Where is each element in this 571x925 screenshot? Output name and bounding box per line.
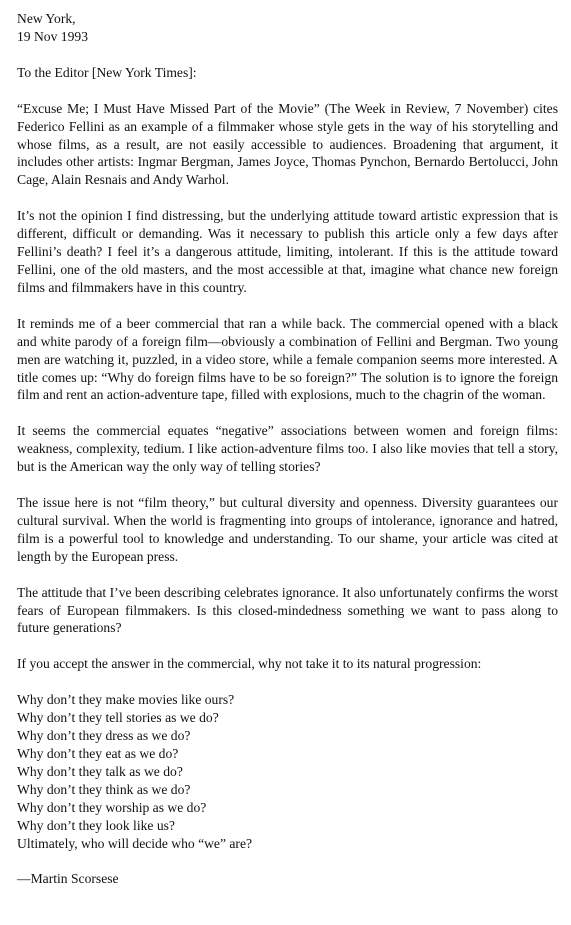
header-date: 19 Nov 1993: [17, 28, 88, 44]
paragraph-3: It reminds me of a beer commercial that ran a while back. The commercial opened with a black and white parody of a foreign film—obviously a combination of Fellini and Bergman. Two young men are watching it, puzzled, in a video store, while a female companion seems more interested. A title comes up: “Why do foreign films have to be so foreign?” The solution is to ignore the foreign film and rent an action-adventure tape, filled with explosions, much to the chagrin of the woman.: [17, 315, 558, 403]
question-list: [17, 691, 558, 852]
question-line: Why don’t they worship as we do?: [17, 799, 207, 815]
question-line: Why don’t they look like us?: [17, 817, 175, 833]
question-line: Why don’t they make movies like ours?: [17, 692, 235, 708]
paragraph-7: If you accept the answer in the commercial, why not take it to its natural progression:: [17, 656, 482, 672]
paragraph-6: The attitude that I’ve been describing celebrates ignorance. It also unfortunately confirms the worst fears of European filmmakers. Is this closed-mindedness something we want to pass along to future generations?: [17, 584, 558, 636]
question-line: Why don’t they talk as we do?: [17, 763, 183, 779]
paragraph-5: The issue here is not “film theory,” but cultural diversity and openness. Diversity guarantees our cultural survival. When the world is fragmenting into groups of intolerance, ignorance and hatred, film is a powerful tool to knowledge and understanding. To our shame, your article was cited at length by the European press.: [17, 495, 558, 564]
signature: —Martin Scorsese: [17, 871, 119, 887]
paragraph-1: “Excuse Me; I Must Have Missed Part of the Movie” (The Week in Review, 7 November) cites Federico Fellini as an example of a filmmaker whose style gets in the way of his storytelling and whose films, as a result, are not easily accessible to audiences. Broadening that argument, it includes other artists: Ingmar Bergman, James Joyce, Thomas Pynchon, Bernardo Bertolucci, John Cage, Alain Resnais and Andy Warhol.: [17, 100, 558, 188]
question-line: Why don’t they dress as we do?: [17, 728, 191, 744]
paragraph-4: It seems the commercial equates “negative” associations between women and foreign films: weakness, complexity, tedium. I like action-adventure films too. I also like movies that tell a story, but is the American way the only way of telling stories?: [17, 423, 558, 475]
paragraph-2: It’s not the opinion I find distressing, but the underlying attitude toward artistic expression that is different, difficult or demanding. Was it necessary to publish this article only a few days after Fellini’s death? I feel it’s a dangerous attitude, limiting, intolerant. If this is the attitude toward Fellini, one of the old masters, and the most accessible at that, imagine what chance new foreign films and filmmakers have in this country.: [17, 208, 558, 295]
question-line: Why don’t they eat as we do?: [17, 746, 179, 761]
header-city: New York,: [17, 11, 76, 26]
question-line: Why don’t they tell stories as we do?: [17, 710, 219, 726]
salutation: To the Editor [New York Times]:: [17, 64, 197, 80]
question-line: Ultimately, who will decide who “we” are?: [17, 835, 253, 851]
letter-header: [17, 10, 558, 46]
question-line: Why don’t they think as we do?: [17, 781, 191, 797]
